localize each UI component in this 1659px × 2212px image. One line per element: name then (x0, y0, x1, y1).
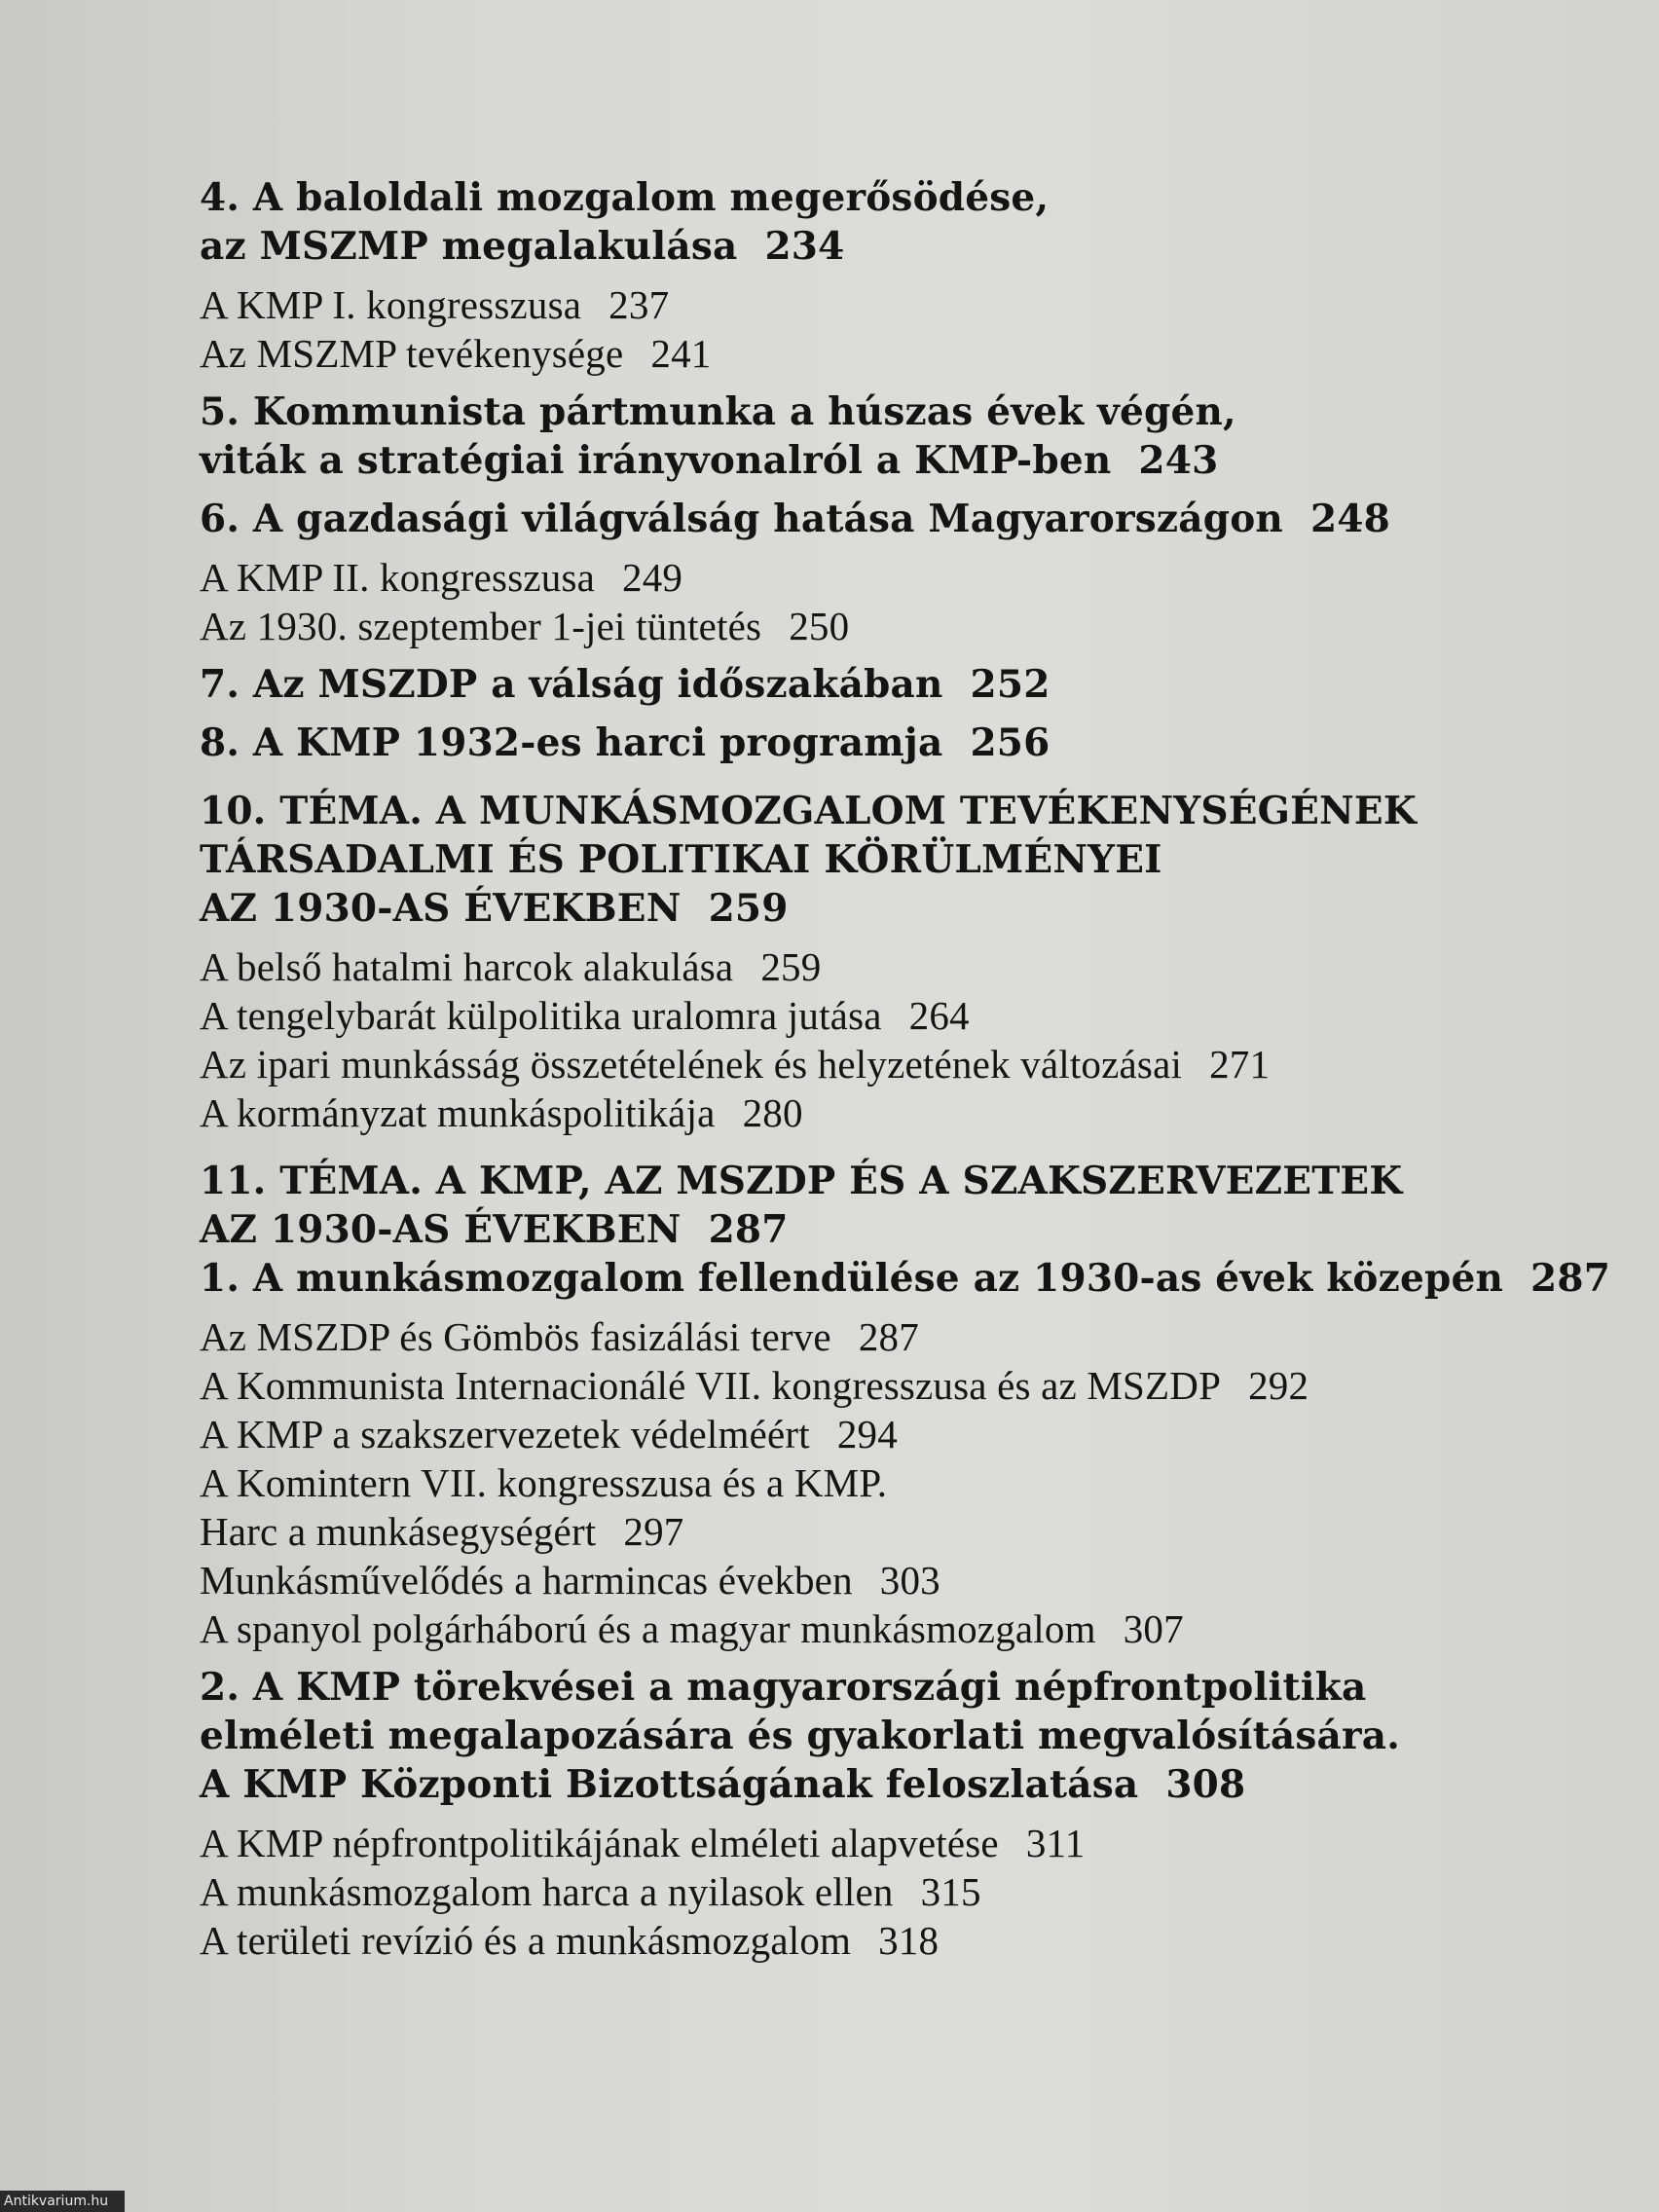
toc-subentry (200, 942, 1621, 991)
toc-entry-7 (200, 660, 1621, 709)
table-of-contents (200, 173, 1621, 1965)
watermark: Antikvarium.hu (0, 2191, 125, 2212)
page-number: 259 (708, 886, 789, 931)
toc-subentry (200, 1867, 1621, 1916)
entry-title: Az ipari munkásság összetételének és helyzetének változásai (200, 1042, 1183, 1087)
entry-title: Munkásművelődés a harmincas években (200, 1558, 853, 1603)
toc-entry-1 (200, 1254, 1621, 1303)
entry-title: 7. Az MSZDP a válság időszakában (200, 662, 943, 707)
page-number: 294 (836, 1412, 898, 1456)
toc-subentry (200, 1458, 1621, 1507)
toc-entry-6 (200, 495, 1621, 543)
toc-entry-2 (200, 1663, 1621, 1712)
entry-title: elméleti megalapozására és gyakorlati megvalósítására. (200, 1714, 1400, 1758)
page-number: 307 (1123, 1606, 1184, 1651)
toc-theme-11-cont (200, 1205, 1621, 1254)
page-number: 297 (623, 1509, 684, 1554)
entry-title: A KMP II. kongresszusa (200, 555, 596, 600)
toc-entry-8 (200, 719, 1621, 767)
toc-subentry (200, 1312, 1621, 1361)
toc-subentry (200, 1556, 1621, 1604)
entry-title: Az MSZDP és Gömbös fasizálási terve (200, 1314, 831, 1359)
entry-title: 1. A munkásmozgalom fellendülése az 1930-as évek közepén (200, 1256, 1504, 1301)
toc-subentry (200, 1410, 1621, 1458)
page-number: 308 (1165, 1762, 1246, 1807)
entry-title: A kormányzat munkáspolitikája (200, 1090, 716, 1135)
page-number: 241 (650, 331, 712, 376)
theme-title: TÁRSADALMI ÉS POLITIKAI KÖRÜLMÉNYEI (200, 837, 1162, 882)
page-number: 248 (1309, 497, 1390, 541)
entry-title: 4. A baloldali mozgalom megerősödése, (200, 175, 1050, 220)
page-number: 315 (920, 1869, 981, 1914)
page-number: 249 (622, 555, 683, 600)
toc-subentry (200, 329, 1621, 378)
page-number: 280 (742, 1090, 803, 1135)
toc-subentry (200, 602, 1621, 650)
page-number: 287 (858, 1314, 919, 1359)
toc-subentry (200, 991, 1621, 1040)
entry-title: viták a stratégiai irányvonalról a KMP-ben (200, 438, 1112, 483)
toc-subentry (200, 280, 1621, 329)
toc-subentry (200, 1507, 1621, 1556)
page-number: 292 (1248, 1363, 1309, 1408)
toc-subentry (200, 553, 1621, 602)
page-number: 259 (760, 944, 822, 989)
entry-title: A területi revízió és a munkásmozgalom (200, 1918, 852, 1963)
toc-subentry (200, 1361, 1621, 1410)
theme-title: 11. TÉMA. A KMP, AZ MSZDP ÉS A SZAKSZERVEZETEK (200, 1159, 1403, 1203)
entry-title: Az 1930. szeptember 1-jei tüntetés (200, 604, 762, 648)
entry-title: A KMP I. kongresszusa (200, 282, 582, 327)
page-number: 256 (970, 720, 1051, 765)
toc-theme-10 (200, 787, 1621, 835)
entry-title: 6. A gazdasági világválság hatása Magyarországon (200, 497, 1283, 541)
entry-title: A Kommunista Internacionálé VII. kongresszusa és az MSZDP (200, 1363, 1222, 1408)
page-number: 303 (879, 1558, 940, 1603)
page-number: 311 (1025, 1821, 1086, 1865)
toc-subentry (200, 1916, 1621, 1965)
toc-entry-2-cont (200, 1712, 1621, 1760)
page-number: 243 (1138, 438, 1219, 483)
entry-title: 8. A KMP 1932-es harci programja (200, 720, 943, 765)
page-number: 287 (708, 1207, 789, 1252)
entry-title: 2. A KMP törekvései a magyarországi népfrontpolitika (200, 1665, 1367, 1710)
page-number: 250 (789, 604, 850, 648)
page-number: 318 (878, 1918, 940, 1963)
entry-title: Az MSZMP tevékenysége (200, 331, 624, 376)
toc-theme-11 (200, 1157, 1621, 1205)
toc-subentry (200, 1088, 1621, 1137)
entry-title: A munkásmozgalom harca a nyilasok ellen (200, 1869, 894, 1914)
theme-title: AZ 1930-AS ÉVEKBEN (200, 886, 682, 931)
toc-theme-10-cont (200, 835, 1621, 884)
toc-theme-10-cont (200, 884, 1621, 933)
toc-entry-5 (200, 387, 1621, 436)
toc-entry-4 (200, 173, 1621, 222)
theme-title: 10. TÉMA. A MUNKÁSMOZGALOM TEVÉKENYSÉGÉNEK (200, 789, 1417, 833)
toc-entry-2-cont (200, 1760, 1621, 1809)
toc-subentry (200, 1819, 1621, 1867)
theme-title: AZ 1930-AS ÉVEKBEN (200, 1207, 682, 1252)
page-number: 271 (1209, 1042, 1271, 1087)
page-number: 252 (970, 662, 1051, 707)
toc-subentry (200, 1604, 1621, 1653)
page-number: 287 (1530, 1256, 1611, 1301)
toc-entry-5-cont (200, 436, 1621, 485)
entry-title: A belső hatalmi harcok alakulása (200, 944, 734, 989)
entry-title: A KMP Központi Bizottságának feloszlatása (200, 1762, 1139, 1807)
page-number: 264 (908, 993, 970, 1038)
page-number: 234 (764, 224, 845, 269)
entry-title: az MSZMP megalakulása (200, 224, 738, 269)
page-number: 237 (608, 282, 670, 327)
entry-title: A KMP népfrontpolitikájának elméleti alapvetése (200, 1821, 999, 1865)
entry-title: A KMP a szakszervezetek védelméért (200, 1412, 810, 1456)
entry-title: 5. Kommunista pártmunka a húszas évek végén, (200, 389, 1236, 434)
toc-entry-4-cont (200, 222, 1621, 271)
toc-subentry (200, 1040, 1621, 1088)
entry-title: Harc a munkásegységért (200, 1509, 597, 1554)
entry-title: A tengelybarát külpolitika uralomra jutása (200, 993, 882, 1038)
entry-title: A Komintern VII. kongresszusa és a KMP. (200, 1460, 888, 1505)
entry-title: A spanyol polgárháború és a magyar munkásmozgalom (200, 1606, 1096, 1651)
